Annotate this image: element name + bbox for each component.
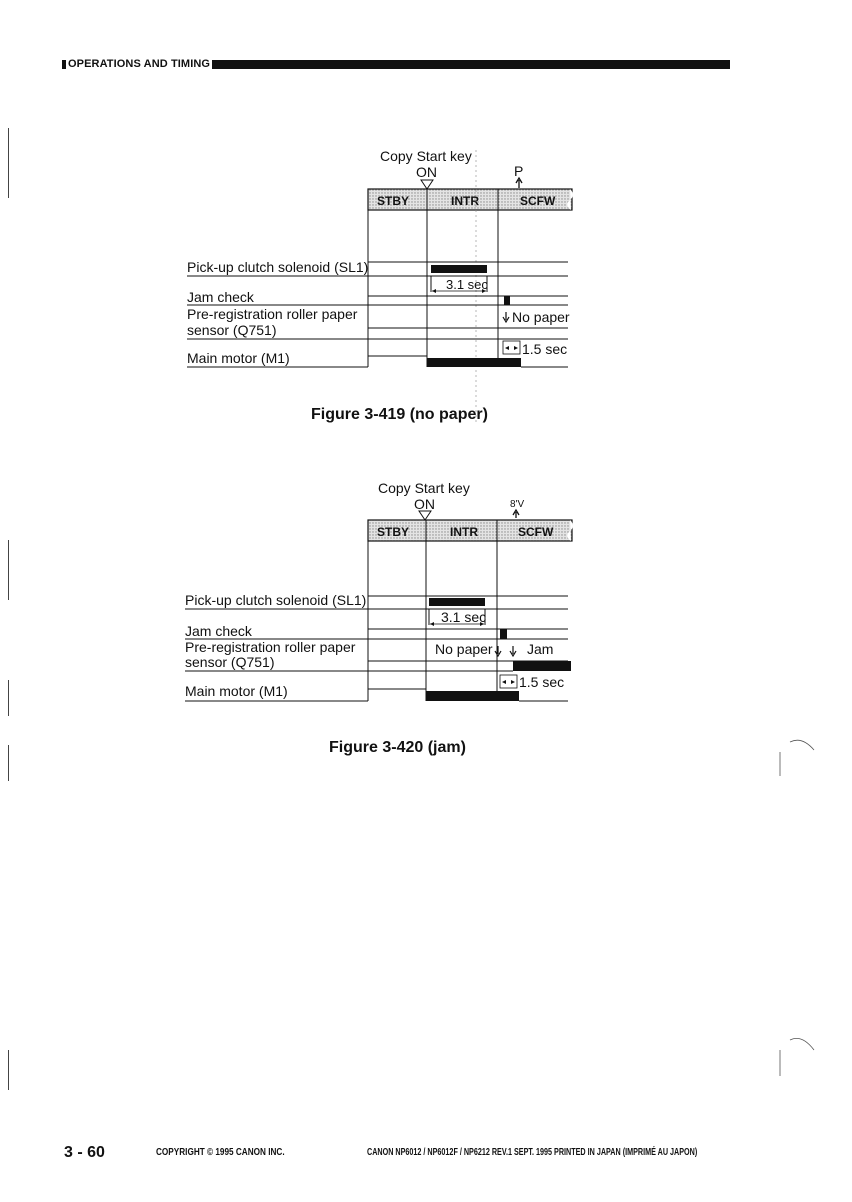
- p-label: P: [514, 163, 524, 179]
- pickup-on-pulse: [429, 598, 485, 606]
- interval-1-5-sec: 1.5 sec: [519, 674, 565, 690]
- row-label-pre-reg-sensor: Pre-registration roller paper: [187, 306, 358, 322]
- row-label-jam-check: Jam check: [187, 289, 254, 305]
- row-label-pre-reg-sensor: Pre-registration roller paper: [185, 639, 356, 655]
- pickup-on-pulse: [431, 265, 487, 273]
- state-scfw: SCFW: [520, 194, 556, 208]
- row-label-pickup-clutch: Pick-up clutch solenoid (SL1): [185, 592, 367, 608]
- no-paper-label: No paper: [435, 641, 493, 657]
- row-label-pre-reg-sensor-2: sensor (Q751): [185, 654, 275, 670]
- no-paper-label: No paper: [512, 309, 570, 325]
- down-arrow-icon: [510, 646, 516, 656]
- down-arrow-icon: [495, 646, 501, 656]
- state-scfw: SCFW: [518, 525, 554, 539]
- on-triangle-icon: [419, 511, 431, 520]
- up-arrow-icon: [513, 510, 519, 518]
- state-stby: STBY: [377, 525, 410, 539]
- jam-check-pulse: [504, 296, 510, 305]
- copyright-notice: COPYRIGHT © 1995 CANON INC.: [156, 1147, 285, 1158]
- interval-1-5-sec: 1.5 sec: [522, 341, 568, 357]
- state-intr: INTR: [451, 194, 479, 208]
- sensor-jam-signal: [513, 661, 571, 671]
- state-intr: INTR: [450, 525, 478, 539]
- jam-check-pulse: [500, 629, 507, 639]
- p-label: 8'V: [510, 499, 525, 510]
- figure-3-419: [187, 148, 573, 425]
- row-label-main-motor: Main motor (M1): [187, 350, 290, 366]
- main-motor-on: [427, 358, 521, 367]
- model-info: CANON NP6012 / NP6012F / NP6212 REV.1 SEPT. 1995 PRINTED IN JAPAN (IMPRIMÉ AU JAPON): [367, 1147, 698, 1158]
- section-title: OPERATIONS AND TIMING: [68, 58, 211, 70]
- row-label-jam-check: Jam check: [185, 623, 252, 639]
- interval-3-1-sec: 3.1 sec: [446, 277, 488, 292]
- row-label-pre-reg-sensor-2: sensor (Q751): [187, 322, 277, 338]
- figure-caption: Figure 3-419 (no paper): [311, 406, 488, 423]
- figure-caption: Figure 3-420 (jam): [329, 739, 466, 756]
- on-triangle-icon: [421, 180, 433, 189]
- down-arrow-icon: [503, 312, 509, 322]
- copy-start-key-label: Copy Start key: [380, 148, 472, 164]
- row-label-main-motor: Main motor (M1): [185, 683, 288, 699]
- main-motor-on: [426, 691, 519, 701]
- row-label-pickup-clutch: Pick-up clutch solenoid (SL1): [187, 259, 369, 275]
- up-arrow-icon: [516, 178, 522, 188]
- interval-3-1-sec: 3.1 sec: [441, 609, 487, 625]
- on-label: ON: [416, 164, 437, 180]
- jam-label: Jam: [527, 641, 554, 657]
- copy-start-key-label: Copy Start key: [378, 480, 470, 496]
- page-number: 3 - 60: [64, 1144, 105, 1161]
- figure-3-420: [185, 480, 573, 756]
- state-stby: STBY: [377, 194, 410, 208]
- on-label: ON: [414, 496, 435, 512]
